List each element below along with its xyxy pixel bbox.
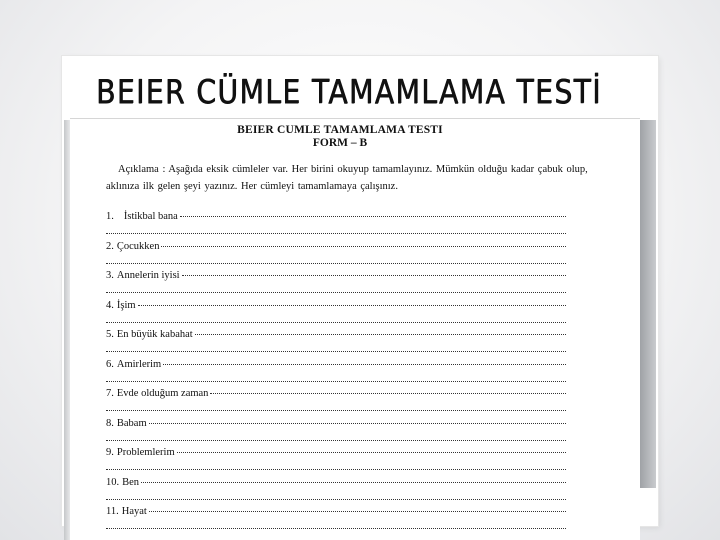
sentence-item-row bbox=[106, 358, 566, 372]
answer-fill-line bbox=[141, 481, 566, 483]
sentence-item-row bbox=[106, 505, 566, 519]
answer-fill-line bbox=[182, 274, 566, 276]
sentence-item bbox=[106, 387, 566, 417]
sentence-item-number: 1. bbox=[106, 211, 114, 222]
sentence-item bbox=[106, 240, 566, 270]
answer-fill-line bbox=[163, 363, 566, 365]
sentence-item-stem: Çocukken bbox=[116, 240, 160, 252]
sentence-item-row bbox=[106, 387, 566, 401]
sentence-item-number: 6. bbox=[106, 358, 114, 370]
sentence-item-number: 7. bbox=[106, 388, 114, 399]
sentence-item-row bbox=[106, 446, 566, 460]
answer-continuation-line bbox=[106, 232, 566, 234]
document-subtitle: FORM – B bbox=[312, 137, 368, 149]
answer-continuation-line bbox=[106, 498, 566, 500]
answer-continuation-line bbox=[106, 350, 566, 352]
sentence-item-row bbox=[106, 299, 566, 313]
answer-fill-line bbox=[161, 245, 566, 247]
sentence-item-number: 9. bbox=[106, 447, 114, 458]
answer-continuation-line bbox=[106, 291, 566, 293]
sentence-item-number: 3. bbox=[106, 270, 114, 281]
scanned-document-page bbox=[70, 118, 640, 540]
sentence-item bbox=[106, 417, 566, 447]
answer-continuation-line bbox=[106, 527, 566, 529]
answer-continuation-line bbox=[106, 409, 566, 411]
sentence-item-stem: Problemlerim bbox=[116, 447, 175, 458]
answer-fill-line bbox=[180, 215, 566, 217]
sentence-item-stem: Evde olduğum zaman bbox=[116, 388, 209, 399]
slide-title: BEIER CÜMLE TAMAMLAMA TESTİ bbox=[96, 72, 602, 111]
sentence-item-list bbox=[106, 210, 566, 535]
sentence-item bbox=[106, 476, 566, 506]
page-shadow-right bbox=[640, 120, 656, 488]
sentence-item-number: 2. bbox=[106, 240, 114, 252]
answer-fill-line bbox=[138, 304, 566, 306]
sentence-item-row bbox=[106, 328, 566, 342]
answer-continuation-line bbox=[106, 380, 566, 382]
sentence-item-row bbox=[106, 269, 566, 283]
sentence-item-number: 8. bbox=[106, 417, 114, 429]
sentence-item bbox=[106, 269, 566, 299]
sentence-item-stem: İstikbal bana bbox=[123, 211, 178, 222]
answer-continuation-line bbox=[106, 262, 566, 264]
sentence-item-number: 10. bbox=[106, 476, 120, 488]
sentence-item-row bbox=[106, 476, 566, 490]
sentence-item bbox=[106, 210, 566, 240]
sentence-item bbox=[106, 328, 566, 358]
sentence-item-stem: İşim bbox=[116, 299, 136, 311]
sentence-item-stem: Babam bbox=[116, 417, 147, 429]
sentence-item bbox=[106, 358, 566, 388]
sentence-item-number: 5. bbox=[106, 329, 114, 340]
answer-fill-line bbox=[210, 392, 566, 394]
document-title: BEIER CUMLE TAMAMLAMA TESTI bbox=[237, 124, 443, 136]
sentence-item-stem: Annelerin iyisi bbox=[116, 270, 180, 281]
answer-continuation-line bbox=[106, 321, 566, 323]
answer-fill-line bbox=[149, 422, 566, 424]
document-top-edge bbox=[70, 118, 640, 123]
sentence-item-row bbox=[106, 417, 566, 431]
sentence-item-stem: Hayat bbox=[121, 506, 147, 517]
answer-fill-line bbox=[195, 333, 566, 335]
answer-continuation-line bbox=[106, 468, 566, 470]
answer-fill-line bbox=[177, 451, 566, 453]
document-instructions: Açıklama : Aşağıda eksik cümleler var. Her birini okuyup tamamlayınız. Mümkün olduğu kadar çabuk olup, aklınıza ilk gelen şeyi yazınız. Her cümleyi tamamlamaya çalışınız. bbox=[106, 164, 588, 192]
answer-continuation-line bbox=[106, 439, 566, 441]
sentence-item-row bbox=[106, 240, 566, 254]
sentence-item-number: 11. bbox=[106, 506, 119, 517]
sentence-item bbox=[106, 446, 566, 476]
sentence-item-stem: En büyük kabahat bbox=[116, 329, 193, 340]
answer-fill-line bbox=[149, 510, 566, 512]
sentence-item-stem: Amirlerim bbox=[116, 358, 162, 370]
sentence-item bbox=[106, 505, 566, 535]
sentence-item-stem: Ben bbox=[122, 476, 140, 488]
sentence-item-number: 4. bbox=[106, 299, 114, 311]
sentence-item-row bbox=[106, 210, 566, 224]
sentence-item bbox=[106, 299, 566, 329]
